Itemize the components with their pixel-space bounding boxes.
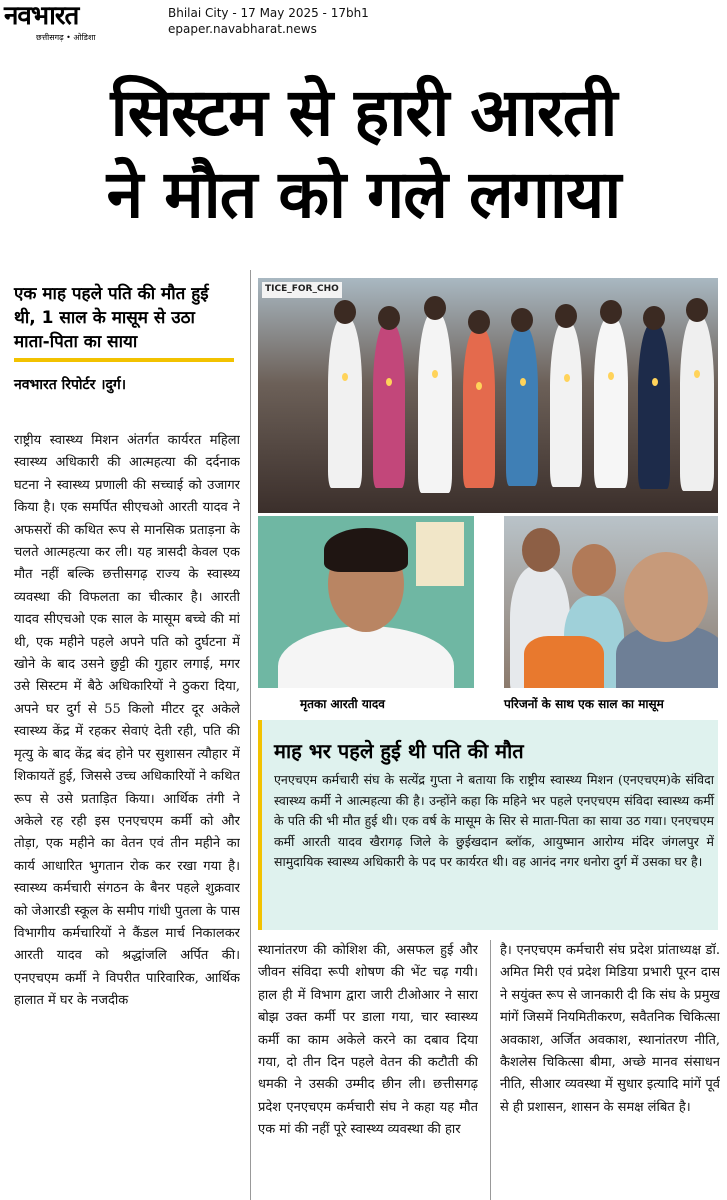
person-head	[686, 298, 708, 322]
candle-flame	[564, 374, 570, 382]
caption-aarti: मृतका आरती यादव	[300, 697, 385, 711]
article-column-1: राष्ट्रीय स्वास्थ्य मिशन अंतर्गत कार्यरत महिला स्वास्थ्य अधिकारी की आत्महत्या की दर्दनाक घटना ने स्वास्थ्य प्रणाली की सच्चाई को उजागर किया है। एक समर्पित सीएचओ आरती यादव ने अफसरों की कथित रूप से मानसिक प्रताड़ना के चलते आत्महत्या कर ली। यह त्रासदी केवल एक मौत नहीं बल्कि छत्तीसगढ़ राज्य के स्वास्थ्य व्यवस्था की विफलता का चीत्कार है। आरती यादव सीएचओ एक साल के मासूम बच्चे की मां थी, एक महीने पहले अपने पति को दुर्घटना में खोने के बाद उसने छुट्टी की गुहार लगाई, मगर उसे सिस्टम में बैठे अधिकारियों ने ठुकरा दिया, अपने घर दुर्ग से 55 किलो मीटर दूर अकेले स्वास्थ्य केंद्र में रहकर सेवाएं देती रही, पति की मृत्यु के बाद केंद्र बंद होने पर सुशासन त्यौहार में शिकायतें हुई, जिससे उच्च अधिकारियों ने कथित रूप से उसे प्रताड़ित किया। आर्थिक तंगी ने अकेले रह रही इस एनएचएम कर्मी को और तोड़ा, एक महीने का वेतन एवं तीन महीने का कार्य आधारित भुगतान रोक कर रखा गया है। स्वास्थ्य कर्मचारी संगठन के बैनर पहले शुक्रवार को जेआरडी स्कूल के समीप गांधी पुतला के पास विभागीय कर्मचारियों ने कैंडल मार्च निकालकर आरती यादव को श्रद्धांजलि अर्पित की। एनएचएम कर्मी ने विपरीत पारिवारिक, आर्थिक हालात में घर के नजदीक	[14, 433, 240, 1009]
candle-flame	[432, 370, 438, 378]
person-figure	[638, 324, 670, 489]
person-head	[522, 528, 560, 572]
person-head	[511, 308, 533, 332]
headline-line-1: सिस्टम से हारी आरती	[110, 74, 617, 151]
person-head	[643, 306, 665, 330]
candle-flame	[694, 370, 700, 378]
info-box-body: एनएचएम कर्मचारी संघ के सत्येंद्र गुप्ता ने बताया कि राष्ट्रीय स्वास्थ्य मिशन (एनएचएम)के संविदा स्वास्थ्य कर्मी ने आत्महत्या की है। उन्होंने कहा कि महिने भर पहले एनएचएम संविदा स्वास्थ्य कर्मी के पति की भी मौत हुई थी। एक वर्ष के मासूम के सिर से माता-पिता का साया उठ गया। एनएचएम कर्मी आरती यादव खैरागढ़ जिले के छुईखदान ब्लॉक, आयुष्मान आरोग्य मंदिर जंगलपुर में सामुदायिक स्वास्थ्य अधिकारी के पद पर कार्यरत थी। वह आनंद नगर धनोरा दुर्ग में उसका घर है।	[274, 772, 714, 869]
coat-figure	[278, 626, 454, 688]
kicker: एक माह पहले पति की मौत हुई थी, 1 साल के मासूम से उठा माता-पिता का साया	[14, 284, 209, 352]
article-column-3: है। एनएचएम कर्मचारी संघ प्रदेश प्रांताध्यक्ष डॉ. अमित मिरी एवं प्रदेश मिडिया प्रभारी पूरन दास ने सयुंक्त रूप से जानकारी दी कि संघ के प्रमुख मांगें जिसमें नियमितीकरण, सवैतनिक चिकित्सा अवकाश, अर्जित अवकाश, स्थानांतरण नीति, कैशलेस चिकित्सा बीमा, अच्छे मानव संसाधन नीति, सीआर व्यवस्था में सुधार इत्यादि मांगें पूर्व से ही प्रशासन, शासन के समक्ष लंबित है।	[500, 943, 720, 1115]
newspaper-logo	[4, 1, 152, 42]
wall-poster	[416, 522, 464, 586]
person-figure	[594, 318, 628, 488]
protest-banner: TICE_FOR_CHO	[262, 282, 342, 298]
caption-child: परिजनों के साथ एक साल का मासूम	[504, 697, 664, 711]
person-head	[468, 310, 490, 334]
child-head	[572, 544, 616, 596]
article-column-2: स्थानांतरण की कोशिश की, असफल हुई और जीवन संविदा रूपी शोषण की भेंट चढ़ गयी। हाल ही में विभाग द्वारा जारी टीओआर ने सारा बोझ उक्त कर्मी पर डाला गया, चार स्वास्थ्य कर्मी का काम अकेले करने का दबाव दिया गया, दो तीन दिन पहले वेतन की कटौती की धमकी ने उसकी उम्मीद छीन ली। छत्तीसगढ़ प्रदेश एनएचएम कर्मचारी संघ ने कहा यह मौत एक मां की नहीं पूरे स्वास्थ्य व्यवस्था की हार	[258, 943, 478, 1138]
column-divider	[490, 940, 491, 1200]
person-head	[424, 296, 446, 320]
masthead	[0, 0, 727, 44]
logo-subtitle: छत्तीसगढ़ • ओडिशा	[36, 33, 96, 42]
aarti-portrait-photo	[258, 516, 474, 688]
candle-flame	[476, 382, 482, 390]
person-figure	[506, 326, 538, 486]
hair	[324, 528, 408, 572]
logo-text: नवभारत	[4, 1, 79, 31]
person-head	[555, 304, 577, 328]
headline	[0, 72, 727, 236]
person-figure	[328, 318, 362, 488]
candle-flame	[608, 372, 614, 380]
person-figure	[680, 316, 714, 491]
person-figure	[463, 328, 495, 488]
orange-cloth	[524, 636, 604, 688]
person-figure	[550, 322, 582, 487]
kicker-underline	[14, 358, 234, 362]
candle-march-photo	[258, 278, 718, 513]
person-head	[334, 300, 356, 324]
person-figure	[373, 323, 405, 488]
edition-meta	[168, 5, 369, 37]
edition-line: Bhilai City - 17 May 2025 - 17bh1	[168, 6, 369, 20]
headline-line-2: ने मौत को गले लगाया	[106, 156, 621, 233]
shaved-head	[624, 552, 708, 642]
person-head	[378, 306, 400, 330]
child-family-photo	[504, 516, 718, 688]
byline: नवभारत रिपोर्टर ।दुर्ग।	[14, 377, 127, 393]
candle-flame	[520, 378, 526, 386]
candle-flame	[342, 373, 348, 381]
candle-flame	[386, 378, 392, 386]
site-url[interactable]: epaper.navabharat.news	[168, 22, 317, 36]
person-head	[600, 300, 622, 324]
person-figure	[418, 313, 452, 493]
column-divider	[250, 270, 251, 1200]
info-box-title: माह भर पहले हुई थी पति की मौत	[274, 739, 524, 763]
candle-flame	[652, 378, 658, 386]
